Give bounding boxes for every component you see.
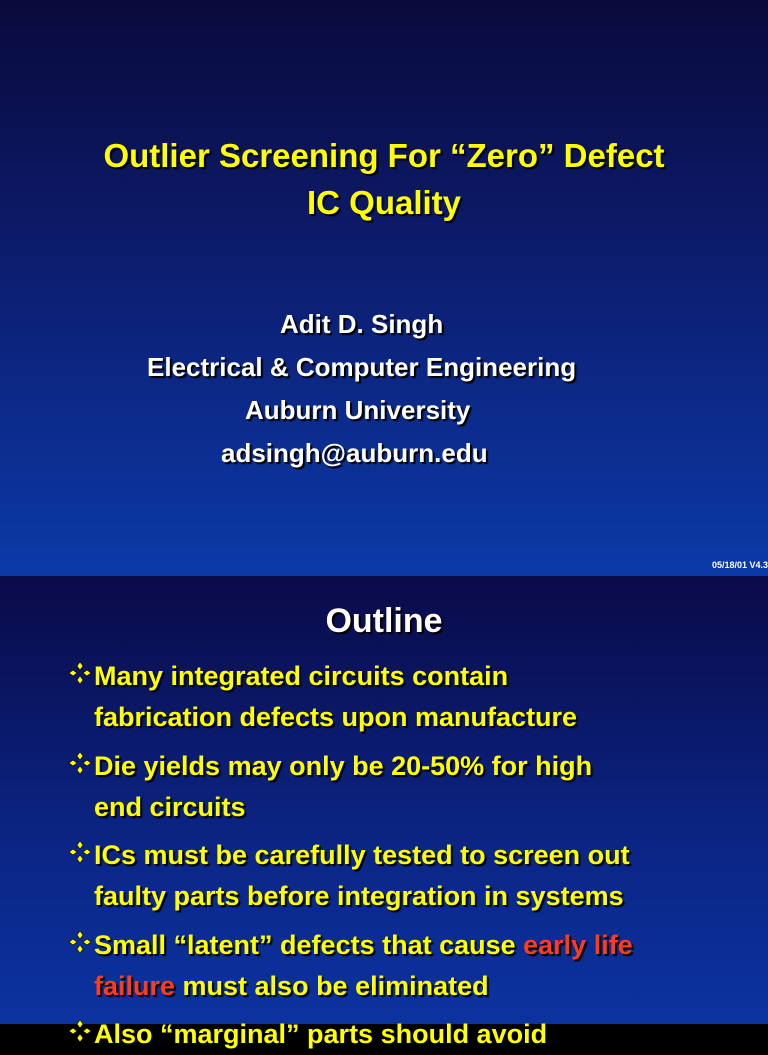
four-diamond-bullet-icon (68, 661, 92, 685)
bullet-line: end circuits (94, 792, 246, 822)
outline-bullet (68, 835, 748, 919)
bullet-line (94, 966, 489, 1007)
four-diamond-bullet-icon (68, 1019, 92, 1043)
outline-bullet (68, 746, 748, 830)
author-name: Adit D. Singh (280, 309, 444, 339)
highlight-text: early life (523, 930, 633, 960)
outline-slide (0, 576, 768, 1049)
outline-bullet (68, 656, 748, 740)
bullet-line (94, 925, 633, 966)
author-department: Electrical & Computer Engineering (147, 352, 577, 382)
four-diamond-bullet-icon (68, 840, 92, 864)
outline-title: Outline (325, 602, 443, 640)
author-university: Auburn University (245, 395, 471, 425)
four-diamond-bullet-icon (68, 751, 92, 775)
outline-bullet-partial (68, 1014, 748, 1055)
author-email: adsingh@auburn.edu (221, 438, 488, 468)
bullet-text-segment: must also be eliminated (175, 971, 489, 1001)
outline-bullet (68, 925, 748, 1009)
slide-title-line1: Outlier Screening For “Zero” Defect (103, 137, 665, 174)
bullet-text-segment: Small “latent” defects that cause (94, 930, 524, 960)
version-label: 05/18/01 V4.3 (711, 560, 768, 570)
highlight-text: failure (94, 971, 176, 1001)
bullet-line: Also “marginal” parts should avoid (94, 1019, 548, 1049)
bullet-line: fabrication defects upon manufacture (94, 702, 578, 732)
slide-title-line2: IC Quality (306, 184, 462, 221)
four-diamond-bullet-icon (68, 930, 92, 954)
bullet-line: Many integrated circuits contain (94, 661, 509, 691)
bullet-line: Die yields may only be 20-50% for high (94, 751, 593, 781)
bullet-line: ICs must be carefully tested to screen out (94, 840, 630, 870)
bullet-line: faulty parts before integration in systems (94, 881, 624, 911)
